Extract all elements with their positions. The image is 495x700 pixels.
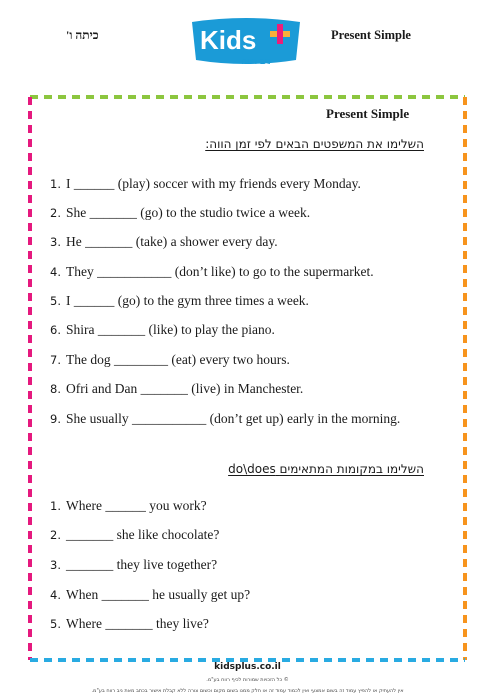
footer-url[interactable]: kidsplus.co.il	[214, 662, 281, 672]
footer-copyright: © כל הזכויות שמורות לכיף רווח בע"מ.	[206, 677, 289, 683]
list-item	[50, 616, 209, 632]
item-number: 9.	[50, 412, 61, 426]
list-item	[50, 411, 400, 427]
list-item	[50, 352, 290, 368]
item-text: _______ they live together?	[66, 557, 218, 572]
item-text: _______ she like chocolate?	[66, 527, 220, 542]
worksheet-title: Present Simple	[326, 106, 410, 121]
list-item	[50, 587, 250, 603]
item-text: She _______ (go) to the studio twice a week.	[66, 205, 311, 220]
item-text: Where _______ they live?	[66, 616, 209, 631]
svg-text:ניב רווח: ניב רווח	[241, 57, 271, 67]
section2-instruction-latin: do\does	[228, 462, 276, 476]
item-number: 4.	[50, 265, 61, 279]
item-text: Ofri and Dan _______ (live) in Manchester.	[66, 381, 304, 396]
item-number: 5.	[50, 294, 61, 308]
section2-instruction	[228, 462, 424, 476]
svg-text:Kids: Kids	[200, 25, 257, 55]
item-text: He _______ (take) a shower every day.	[66, 234, 278, 249]
item-text: I ______ (play) soccer with my friends every Monday.	[66, 176, 361, 191]
header-subject-label: Present Simple	[331, 28, 411, 42]
header-class-label: כיתה ו'	[66, 28, 99, 42]
item-text: The dog ________ (eat) every two hours.	[66, 352, 290, 367]
item-number: 2.	[50, 206, 61, 220]
item-number: 4.	[50, 588, 61, 602]
item-text: When _______ he usually get up?	[66, 587, 251, 602]
item-text: I ______ (go) to the gym three times a week.	[66, 293, 309, 308]
item-number: 7.	[50, 353, 61, 367]
list-item	[50, 381, 303, 397]
list-item	[50, 322, 275, 338]
item-number: 1.	[50, 177, 61, 191]
list-item	[50, 176, 361, 192]
item-number: 1.	[50, 499, 61, 513]
item-number: 2.	[50, 528, 61, 542]
list-item	[50, 264, 374, 280]
item-text: Shira _______ (like) to play the piano.	[66, 322, 275, 337]
section1-instruction: השלימו את המשפטים הבאים לפי זמן הווה:	[205, 137, 424, 151]
list-item	[50, 293, 309, 309]
list-item	[50, 527, 219, 543]
item-number: 6.	[50, 323, 61, 337]
item-text: She usually ___________ (don’t get up) early in the morning.	[66, 411, 401, 426]
item-text: Where ______ you work?	[66, 498, 207, 513]
list-item	[50, 498, 207, 514]
footer-disclaimer: אין להעתיק או להפיץ עמוד זה בשום אמצעי ואין לכמוד עמוד זה או חלק ממנו בשום מקום וכשום צורה ללא קבלת אישור בכתב מאת ניב רווח בע"מ.	[91, 688, 404, 694]
item-number: 5.	[50, 617, 61, 631]
item-text: They ___________ (don’t like) to go to the supermarket.	[66, 264, 374, 279]
list-item	[50, 557, 217, 573]
item-number: 3.	[50, 235, 61, 249]
list-item	[50, 205, 310, 221]
item-number: 3.	[50, 558, 61, 572]
list-item	[50, 234, 278, 250]
section2-instruction-hebrew: השלימו במקומות המתאימים	[279, 462, 424, 476]
item-number: 8.	[50, 382, 61, 396]
